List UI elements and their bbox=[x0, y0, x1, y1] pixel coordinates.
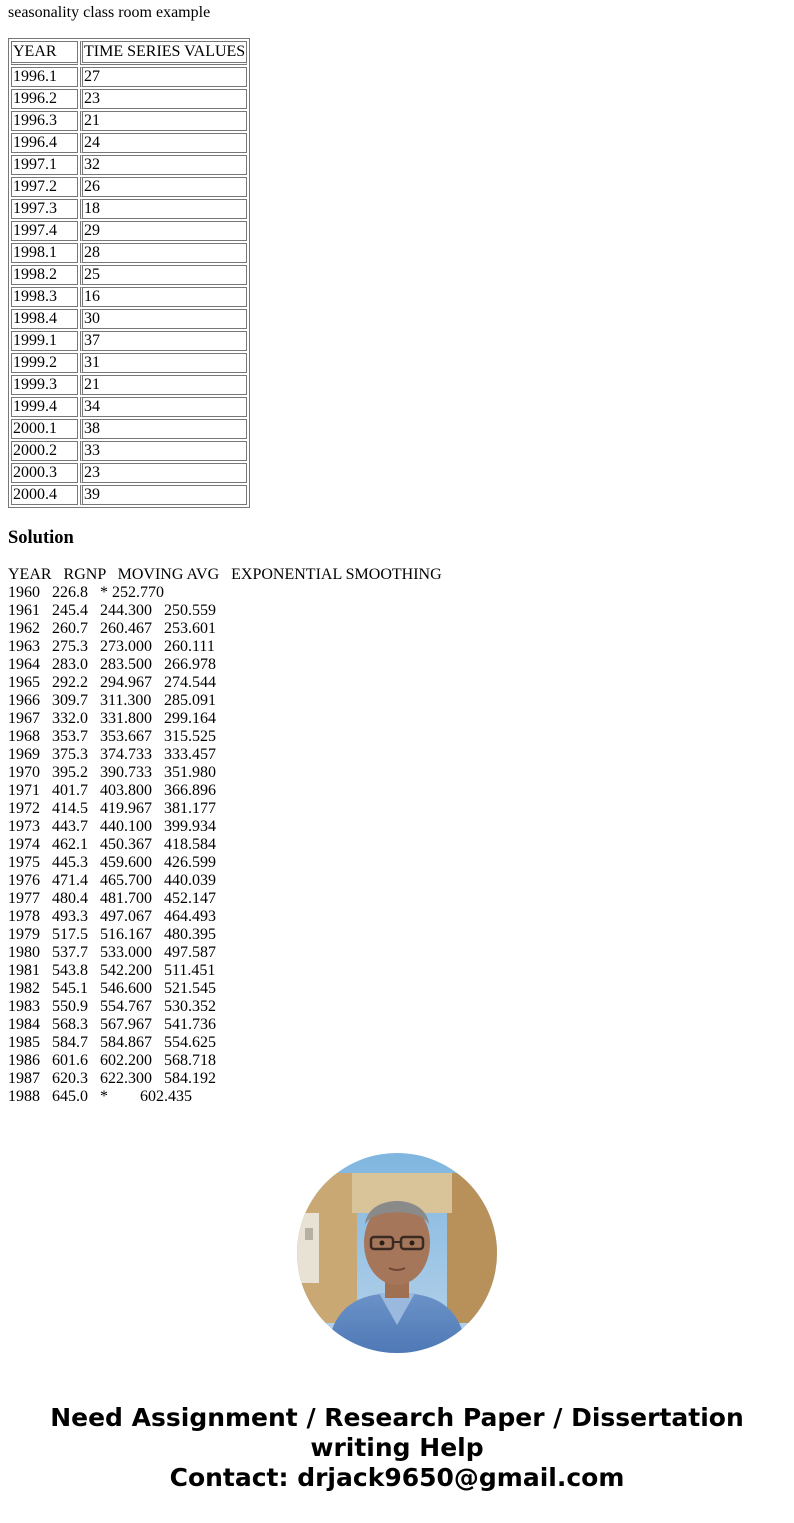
result-row bbox=[8, 728, 442, 746]
column-header-values: TIME SERIES VALUES bbox=[80, 41, 247, 65]
result-row bbox=[8, 854, 442, 872]
result-exp-smoothing: 299.164 bbox=[164, 710, 216, 727]
result-moving-avg: 403.800 bbox=[100, 782, 152, 799]
value-cell: 34 bbox=[80, 397, 247, 417]
result-row bbox=[8, 908, 442, 926]
result-year: 1982 bbox=[8, 980, 40, 997]
table-row bbox=[11, 155, 247, 175]
value-cell: 27 bbox=[80, 67, 247, 87]
table-row bbox=[11, 287, 247, 307]
result-moving-avg: 450.367 bbox=[100, 836, 152, 853]
year-cell: 1998.3 bbox=[11, 287, 78, 307]
result-moving-avg: 567.967 bbox=[100, 1016, 152, 1033]
result-rgnp: 226.8 bbox=[52, 584, 88, 601]
result-rgnp: 332.0 bbox=[52, 710, 88, 727]
result-rgnp: 550.9 bbox=[52, 998, 88, 1015]
result-moving-avg: 481.700 bbox=[100, 890, 152, 907]
year-cell: 1996.3 bbox=[11, 111, 78, 131]
result-exp-smoothing: 511.451 bbox=[164, 962, 216, 979]
result-rgnp: 493.3 bbox=[52, 908, 88, 925]
year-cell: 1998.4 bbox=[11, 309, 78, 329]
value-cell: 38 bbox=[80, 419, 247, 439]
result-year: 1976 bbox=[8, 872, 40, 889]
result-moving-avg: 294.967 bbox=[100, 674, 152, 691]
table-row bbox=[11, 441, 247, 461]
result-exp-smoothing: 399.934 bbox=[164, 818, 216, 835]
result-rgnp: 620.3 bbox=[52, 1070, 88, 1087]
table-row bbox=[11, 353, 247, 373]
result-year: 1961 bbox=[8, 602, 40, 619]
solution-heading: Solution bbox=[8, 528, 74, 548]
result-moving-avg: 516.167 bbox=[100, 926, 152, 943]
promo-contact: Contact: drjack9650@gmail.com bbox=[169, 1463, 625, 1492]
results-header-line: YEAR RGNP MOVING AVG EXPONENTIAL SMOOTHING bbox=[8, 566, 442, 583]
value-cell: 31 bbox=[80, 353, 247, 373]
result-year: 1986 bbox=[8, 1052, 40, 1069]
result-exp-smoothing: 497.587 bbox=[164, 944, 216, 961]
value-cell: 24 bbox=[80, 133, 247, 153]
result-moving-avg: * bbox=[100, 584, 108, 601]
value-cell: 39 bbox=[80, 485, 247, 505]
result-rgnp: 517.5 bbox=[52, 926, 88, 943]
result-exp-smoothing: 554.625 bbox=[164, 1034, 216, 1051]
year-cell: 2000.4 bbox=[11, 485, 78, 505]
result-rgnp: 471.4 bbox=[52, 872, 88, 889]
result-row bbox=[8, 656, 442, 674]
table-header-row bbox=[11, 41, 247, 65]
result-exp-smoothing: 521.545 bbox=[164, 980, 216, 997]
result-exp-smoothing: 253.601 bbox=[164, 620, 216, 637]
year-cell: 1999.4 bbox=[11, 397, 78, 417]
result-moving-avg: 554.767 bbox=[100, 998, 152, 1015]
result-year: 1967 bbox=[8, 710, 40, 727]
result-year: 1973 bbox=[8, 818, 40, 835]
result-year: 1977 bbox=[8, 890, 40, 907]
table-row bbox=[11, 485, 247, 505]
promo-line-1: Need Assignment / Research Paper / Dissertation bbox=[50, 1403, 744, 1432]
result-rgnp: 601.6 bbox=[52, 1052, 88, 1069]
result-exp-smoothing: 541.736 bbox=[164, 1016, 216, 1033]
result-exp-smoothing: 381.177 bbox=[164, 800, 216, 817]
result-year: 1974 bbox=[8, 836, 40, 853]
result-year: 1987 bbox=[8, 1070, 40, 1087]
result-rgnp: 292.2 bbox=[52, 674, 88, 691]
result-rgnp: 568.3 bbox=[52, 1016, 88, 1033]
result-rgnp: 309.7 bbox=[52, 692, 88, 709]
value-cell: 33 bbox=[80, 441, 247, 461]
result-exp-smoothing: 274.544 bbox=[164, 674, 216, 691]
result-year: 1981 bbox=[8, 962, 40, 979]
table-row bbox=[11, 177, 247, 197]
result-exp-smoothing: 285.091 bbox=[164, 692, 216, 709]
result-moving-avg: 244.300 bbox=[100, 602, 152, 619]
result-moving-avg: 273.000 bbox=[100, 638, 152, 655]
result-row bbox=[8, 746, 442, 764]
result-row bbox=[8, 1070, 442, 1088]
result-exp-smoothing: 452.147 bbox=[164, 890, 216, 907]
result-moving-avg: 331.800 bbox=[100, 710, 152, 727]
result-rgnp: 375.3 bbox=[52, 746, 88, 763]
result-row bbox=[8, 1034, 442, 1052]
value-cell: 25 bbox=[80, 265, 247, 285]
result-row bbox=[8, 584, 442, 602]
result-rgnp: 401.7 bbox=[52, 782, 88, 799]
year-cell: 1997.2 bbox=[11, 177, 78, 197]
result-year: 1985 bbox=[8, 1034, 40, 1051]
result-row bbox=[8, 962, 442, 980]
result-exp-smoothing: 464.493 bbox=[164, 908, 216, 925]
result-row bbox=[8, 602, 442, 620]
result-year: 1971 bbox=[8, 782, 40, 799]
result-moving-avg: 374.733 bbox=[100, 746, 152, 763]
result-moving-avg: 311.300 bbox=[100, 692, 152, 709]
result-exp-smoothing: 260.111 bbox=[164, 638, 215, 655]
result-exp-smoothing: 250.559 bbox=[164, 602, 216, 619]
result-row bbox=[8, 890, 442, 908]
result-moving-avg: 584.867 bbox=[100, 1034, 152, 1051]
table-row bbox=[11, 309, 247, 329]
result-year: 1964 bbox=[8, 656, 40, 673]
table-row bbox=[11, 133, 247, 153]
result-year: 1984 bbox=[8, 1016, 40, 1033]
result-moving-avg: 260.467 bbox=[100, 620, 152, 637]
result-year: 1988 bbox=[8, 1088, 40, 1105]
result-row bbox=[8, 818, 442, 836]
result-exp-smoothing: 584.192 bbox=[164, 1070, 216, 1087]
result-row bbox=[8, 692, 442, 710]
result-moving-avg: 353.667 bbox=[100, 728, 152, 745]
value-cell: 29 bbox=[80, 221, 247, 241]
result-rgnp: 645.0 bbox=[52, 1088, 88, 1105]
result-rgnp: 414.5 bbox=[52, 800, 88, 817]
result-rgnp: 283.0 bbox=[52, 656, 88, 673]
result-exp-smoothing: 252.770 bbox=[112, 584, 164, 601]
result-row bbox=[8, 926, 442, 944]
result-moving-avg: 459.600 bbox=[100, 854, 152, 871]
value-cell: 23 bbox=[80, 463, 247, 483]
result-year: 1963 bbox=[8, 638, 40, 655]
result-year: 1978 bbox=[8, 908, 40, 925]
result-exp-smoothing: 480.395 bbox=[164, 926, 216, 943]
table-row bbox=[11, 375, 247, 395]
result-year: 1979 bbox=[8, 926, 40, 943]
year-cell: 1997.4 bbox=[11, 221, 78, 241]
result-rgnp: 353.7 bbox=[52, 728, 88, 745]
value-cell: 37 bbox=[80, 331, 247, 351]
table-row bbox=[11, 89, 247, 109]
value-cell: 32 bbox=[80, 155, 247, 175]
author-photo bbox=[297, 1153, 497, 1353]
year-cell: 1996.2 bbox=[11, 89, 78, 109]
result-year: 1968 bbox=[8, 728, 40, 745]
result-moving-avg: 602.200 bbox=[100, 1052, 152, 1069]
result-rgnp: 584.7 bbox=[52, 1034, 88, 1051]
result-row bbox=[8, 944, 442, 962]
table-row bbox=[11, 111, 247, 131]
year-cell: 1998.1 bbox=[11, 243, 78, 263]
result-moving-avg: 390.733 bbox=[100, 764, 152, 781]
result-rgnp: 537.7 bbox=[52, 944, 88, 961]
result-rgnp: 545.1 bbox=[52, 980, 88, 997]
result-exp-smoothing: 418.584 bbox=[164, 836, 216, 853]
result-moving-avg: 283.500 bbox=[100, 656, 152, 673]
result-exp-smoothing: 351.980 bbox=[164, 764, 216, 781]
result-exp-smoothing: 568.718 bbox=[164, 1052, 216, 1069]
value-cell: 23 bbox=[80, 89, 247, 109]
result-rgnp: 543.8 bbox=[52, 962, 88, 979]
value-cell: 28 bbox=[80, 243, 247, 263]
result-moving-avg: 622.300 bbox=[100, 1070, 152, 1087]
result-rgnp: 395.2 bbox=[52, 764, 88, 781]
page-title: seasonality class room example bbox=[8, 4, 211, 21]
result-year: 1972 bbox=[8, 800, 40, 817]
result-row bbox=[8, 1052, 442, 1070]
value-cell: 21 bbox=[80, 111, 247, 131]
result-row bbox=[8, 620, 442, 638]
result-rgnp: 480.4 bbox=[52, 890, 88, 907]
value-cell: 16 bbox=[80, 287, 247, 307]
promo-banner bbox=[0, 1403, 794, 1493]
table-row bbox=[11, 331, 247, 351]
table-row bbox=[11, 243, 247, 263]
result-row bbox=[8, 980, 442, 998]
column-header-year: YEAR bbox=[11, 41, 78, 65]
result-moving-avg: * bbox=[100, 1088, 108, 1105]
year-cell: 2000.2 bbox=[11, 441, 78, 461]
table-row bbox=[11, 397, 247, 417]
result-row bbox=[8, 674, 442, 692]
result-year: 1969 bbox=[8, 746, 40, 763]
result-row bbox=[8, 1088, 442, 1106]
result-moving-avg: 542.200 bbox=[100, 962, 152, 979]
result-exp-smoothing: 602.435 bbox=[140, 1088, 192, 1105]
result-rgnp: 443.7 bbox=[52, 818, 88, 835]
table-row bbox=[11, 419, 247, 439]
result-row bbox=[8, 764, 442, 782]
value-cell: 26 bbox=[80, 177, 247, 197]
table-row bbox=[11, 463, 247, 483]
result-moving-avg: 497.067 bbox=[100, 908, 152, 925]
result-exp-smoothing: 440.039 bbox=[164, 872, 216, 889]
year-cell: 2000.3 bbox=[11, 463, 78, 483]
table-row bbox=[11, 67, 247, 87]
result-exp-smoothing: 530.352 bbox=[164, 998, 216, 1015]
result-year: 1983 bbox=[8, 998, 40, 1015]
result-rgnp: 260.7 bbox=[52, 620, 88, 637]
result-row bbox=[8, 638, 442, 656]
result-year: 1975 bbox=[8, 854, 40, 871]
year-cell: 1997.3 bbox=[11, 199, 78, 219]
result-exp-smoothing: 315.525 bbox=[164, 728, 216, 745]
result-row bbox=[8, 710, 442, 728]
result-exp-smoothing: 366.896 bbox=[164, 782, 216, 799]
result-moving-avg: 533.000 bbox=[100, 944, 152, 961]
result-year: 1970 bbox=[8, 764, 40, 781]
year-cell: 2000.1 bbox=[11, 419, 78, 439]
author-photo-image bbox=[297, 1153, 497, 1353]
year-cell: 1996.4 bbox=[11, 133, 78, 153]
value-cell: 18 bbox=[80, 199, 247, 219]
result-row bbox=[8, 1016, 442, 1034]
year-cell: 1998.2 bbox=[11, 265, 78, 285]
year-cell: 1999.1 bbox=[11, 331, 78, 351]
year-cell: 1999.2 bbox=[11, 353, 78, 373]
result-year: 1965 bbox=[8, 674, 40, 691]
result-moving-avg: 546.600 bbox=[100, 980, 152, 997]
result-rgnp: 275.3 bbox=[52, 638, 88, 655]
value-cell: 21 bbox=[80, 375, 247, 395]
result-moving-avg: 440.100 bbox=[100, 818, 152, 835]
time-series-table bbox=[8, 38, 250, 508]
result-row bbox=[8, 998, 442, 1016]
result-row bbox=[8, 782, 442, 800]
result-year: 1966 bbox=[8, 692, 40, 709]
result-year: 1960 bbox=[8, 584, 40, 601]
results-listing bbox=[8, 566, 442, 1106]
result-year: 1980 bbox=[8, 944, 40, 961]
year-cell: 1997.1 bbox=[11, 155, 78, 175]
result-row bbox=[8, 872, 442, 890]
result-exp-smoothing: 333.457 bbox=[164, 746, 216, 763]
result-row bbox=[8, 800, 442, 818]
result-rgnp: 445.3 bbox=[52, 854, 88, 871]
result-exp-smoothing: 266.978 bbox=[164, 656, 216, 673]
result-rgnp: 462.1 bbox=[52, 836, 88, 853]
result-rgnp: 245.4 bbox=[52, 602, 88, 619]
table-row bbox=[11, 199, 247, 219]
result-moving-avg: 419.967 bbox=[100, 800, 152, 817]
result-row bbox=[8, 836, 442, 854]
result-year: 1962 bbox=[8, 620, 40, 637]
table-row bbox=[11, 221, 247, 241]
promo-line-2: writing Help bbox=[310, 1433, 484, 1462]
result-moving-avg: 465.700 bbox=[100, 872, 152, 889]
year-cell: 1999.3 bbox=[11, 375, 78, 395]
result-exp-smoothing: 426.599 bbox=[164, 854, 216, 871]
value-cell: 30 bbox=[80, 309, 247, 329]
year-cell: 1996.1 bbox=[11, 67, 78, 87]
table-row bbox=[11, 265, 247, 285]
